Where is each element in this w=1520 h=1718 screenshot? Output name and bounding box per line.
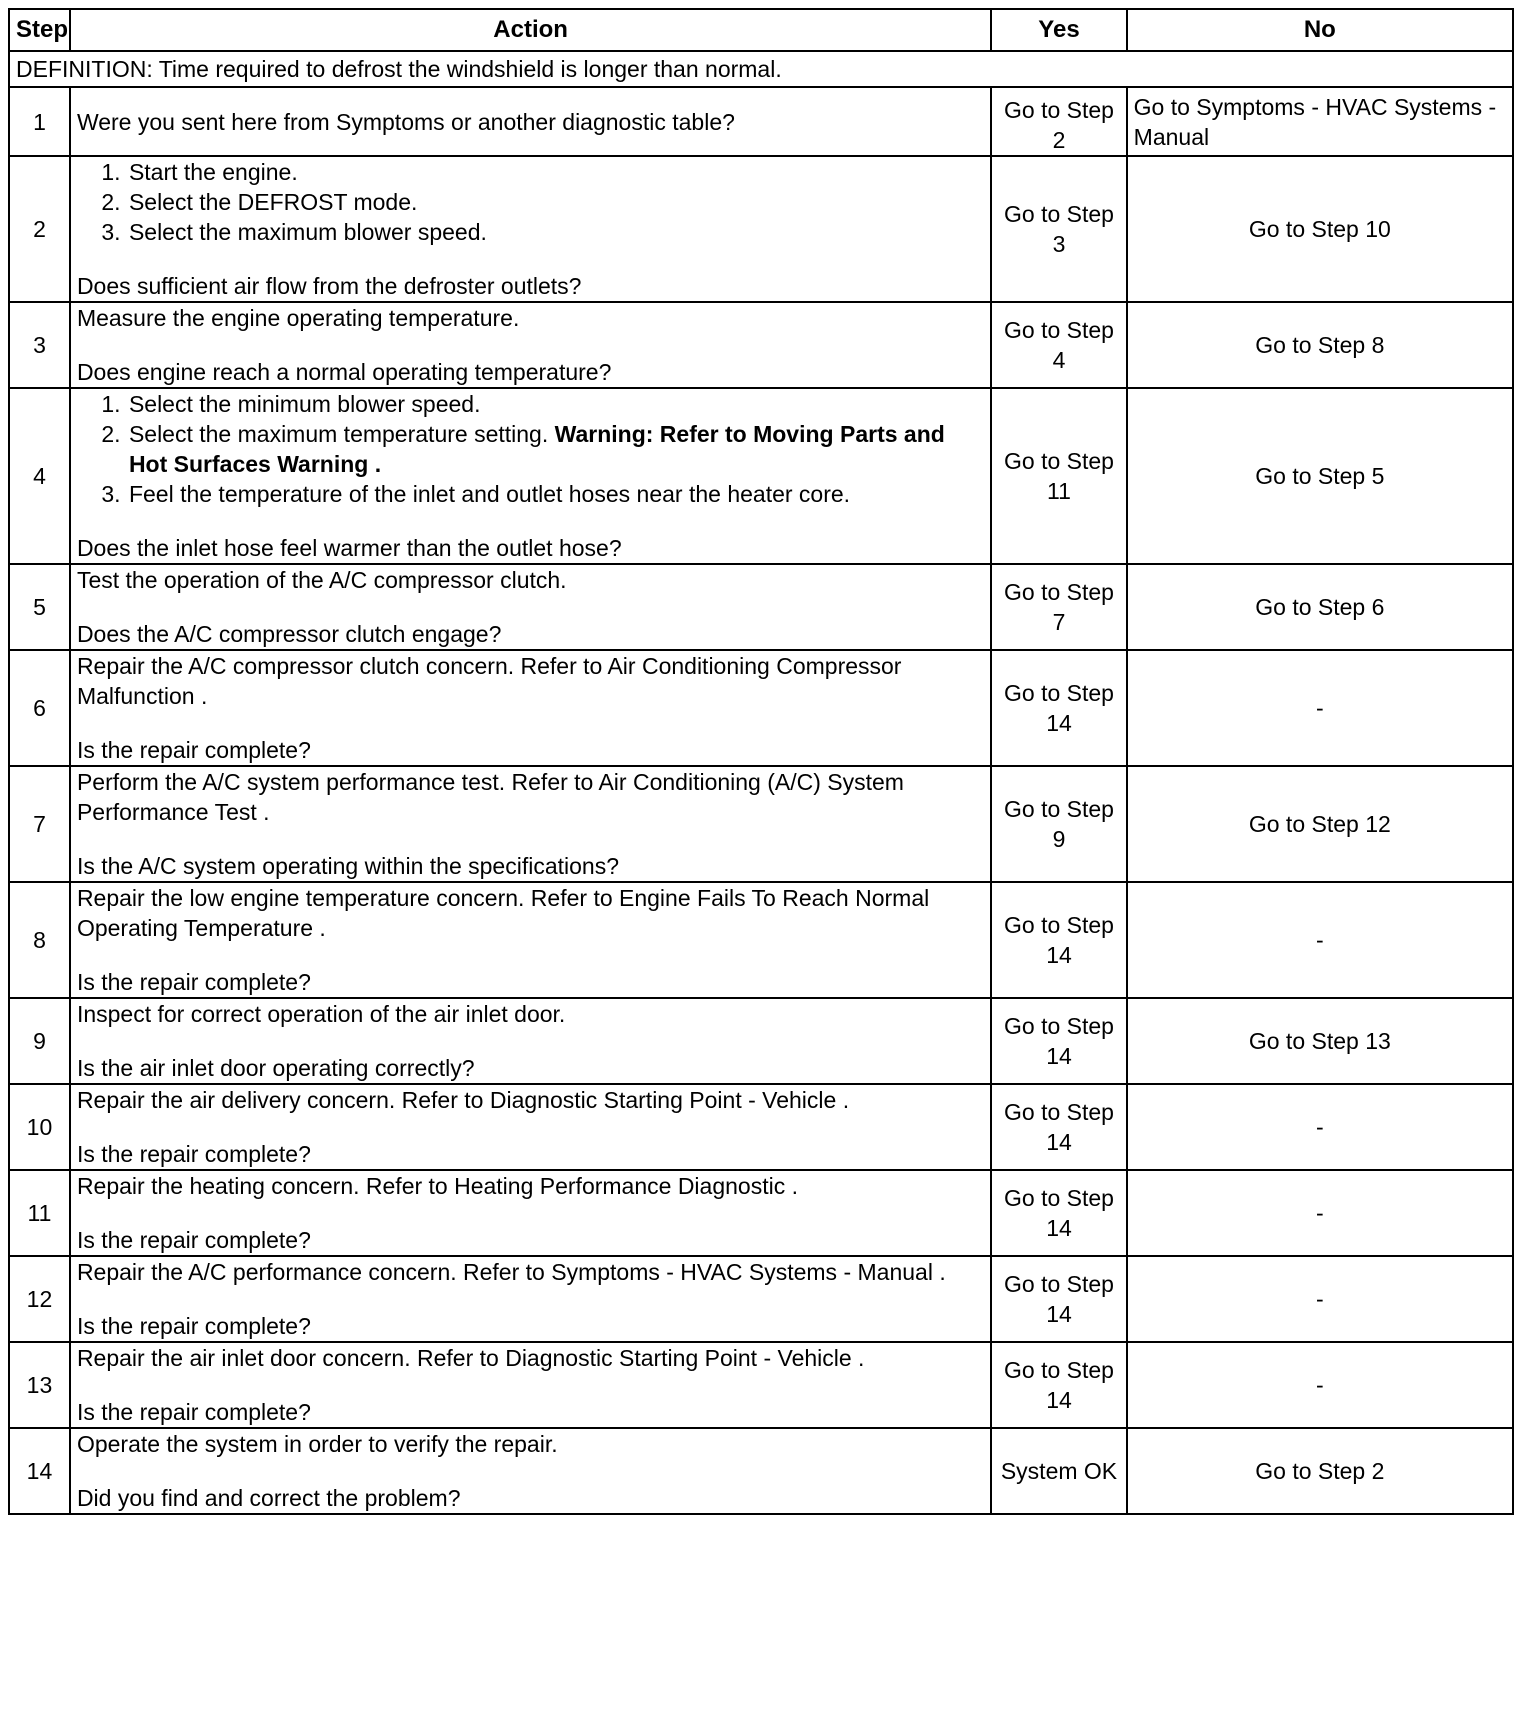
step-number: 4: [9, 388, 70, 564]
yes-outcome: Go to Step 9: [991, 766, 1126, 882]
table-row: [9, 766, 1513, 882]
action-question: Did you find and correct the problem?: [76, 1485, 461, 1511]
yes-outcome: Go to Step 4: [991, 302, 1126, 388]
action-cell: [70, 564, 991, 650]
table-row: [9, 998, 1513, 1084]
diagnostic-table: [8, 8, 1514, 1515]
action-text: Operate the system in order to verify the repair.: [76, 1431, 558, 1457]
no-outcome: Go to Step 8: [1127, 302, 1513, 388]
action-text: Repair the heating concern. Refer to Heating Performance Diagnostic .: [76, 1173, 798, 1199]
table-row: [9, 1170, 1513, 1256]
header-no: No: [1127, 9, 1513, 51]
spacer: [77, 943, 984, 967]
step-number: 5: [9, 564, 70, 650]
no-outcome: Go to Step 12: [1127, 766, 1513, 882]
step-number: 1: [9, 87, 70, 156]
step-number: 3: [9, 302, 70, 388]
table-row: [9, 882, 1513, 998]
action-step-text: Feel the temperature of the inlet and outlet hoses near the heater core.: [128, 481, 851, 507]
action-cell: [70, 1342, 991, 1428]
action-cell: [70, 156, 991, 302]
no-outcome: Go to Step 2: [1127, 1428, 1513, 1514]
action-question: Is the repair complete?: [76, 1313, 311, 1339]
no-outcome: Go to Step 13: [1127, 998, 1513, 1084]
table-row: [9, 87, 1513, 156]
step-number: 8: [9, 882, 70, 998]
spacer: [77, 711, 984, 735]
action-text: Were you sent here from Symptoms or another diagnostic table?: [76, 108, 735, 135]
action-question: Does the A/C compressor clutch engage?: [76, 621, 502, 647]
header-action: Action: [70, 9, 991, 51]
header-step: Step: [9, 9, 70, 51]
action-step-text: Start the engine.: [128, 159, 298, 185]
definition-text: DEFINITION: Time required to defrost the windshield is longer than normal.: [9, 51, 1513, 87]
step-number: 2: [9, 156, 70, 302]
spacer: [77, 1287, 984, 1311]
spacer: [77, 1373, 984, 1397]
step-number: 12: [9, 1256, 70, 1342]
table-row: [9, 156, 1513, 302]
action-step-item: [127, 157, 984, 187]
header-yes: Yes: [991, 9, 1126, 51]
action-question: Is the A/C system operating within the specifications?: [76, 853, 619, 879]
action-question: Is the repair complete?: [76, 1141, 311, 1167]
table-row: [9, 1256, 1513, 1342]
action-step-text: Select the maximum temperature setting.: [128, 421, 549, 447]
action-cell: [70, 87, 991, 156]
table-row: [9, 302, 1513, 388]
no-outcome: Go to Step 5: [1127, 388, 1513, 564]
table-row: [9, 388, 1513, 564]
action-text: Repair the air delivery concern. Refer to Diagnostic Starting Point - Vehicle .: [76, 1087, 850, 1113]
action-text: Perform the A/C system performance test. Refer to Air Conditioning (A/C) System Performance Test .: [76, 769, 904, 825]
action-text: Repair the A/C compressor clutch concern. Refer to Air Conditioning Compressor Malfunction .: [76, 653, 902, 709]
no-outcome: -: [1127, 1170, 1513, 1256]
yes-outcome: Go to Step 14: [991, 1342, 1126, 1428]
table-row: [9, 564, 1513, 650]
action-cell: [70, 766, 991, 882]
action-cell: [70, 882, 991, 998]
step-number: 11: [9, 1170, 70, 1256]
spacer: [77, 595, 984, 619]
yes-outcome: Go to Step 14: [991, 650, 1126, 766]
no-outcome: Go to Symptoms - HVAC Systems - Manual: [1127, 87, 1513, 156]
yes-outcome: Go to Step 14: [991, 998, 1126, 1084]
spacer: [77, 1029, 984, 1053]
step-number: 9: [9, 998, 70, 1084]
action-step-text: Select the minimum blower speed.: [128, 391, 481, 417]
no-outcome: -: [1127, 1342, 1513, 1428]
action-cell: [70, 1084, 991, 1170]
action-steps-list: [77, 389, 984, 509]
action-text: Repair the low engine temperature concern. Refer to Engine Fails To Reach Normal Operating Temperature .: [76, 885, 930, 941]
no-outcome: Go to Step 6: [1127, 564, 1513, 650]
action-cell: [70, 1170, 991, 1256]
action-question: Is the repair complete?: [76, 1227, 311, 1253]
spacer: [77, 827, 984, 851]
step-number: 10: [9, 1084, 70, 1170]
action-step-item: [127, 389, 984, 419]
action-text: Inspect for correct operation of the air inlet door.: [76, 1001, 566, 1027]
spacer: [77, 509, 984, 533]
step-number: 7: [9, 766, 70, 882]
action-question: Is the repair complete?: [76, 969, 311, 995]
yes-outcome: Go to Step 14: [991, 882, 1126, 998]
yes-outcome: Go to Step 14: [991, 1256, 1126, 1342]
action-cell: [70, 1256, 991, 1342]
action-question: Is the repair complete?: [76, 1399, 311, 1425]
action-step-item: [127, 187, 984, 217]
step-number: 13: [9, 1342, 70, 1428]
action-question: Does the inlet hose feel warmer than the outlet hose?: [76, 535, 622, 561]
spacer: [77, 1201, 984, 1225]
action-step-text: Select the DEFROST mode.: [128, 189, 418, 215]
action-text: Measure the engine operating temperature.: [76, 305, 520, 331]
no-outcome: -: [1127, 882, 1513, 998]
action-cell: [70, 998, 991, 1084]
action-cell: [70, 388, 991, 564]
action-step-item: [127, 217, 984, 247]
table-row: [9, 1428, 1513, 1514]
yes-outcome: Go to Step 14: [991, 1170, 1126, 1256]
spacer: [77, 1459, 984, 1483]
spacer: [77, 333, 984, 357]
table-row: [9, 650, 1513, 766]
action-cell: [70, 1428, 991, 1514]
action-question: Is the air inlet door operating correctly?: [76, 1055, 475, 1081]
action-text: Repair the air inlet door concern. Refer to Diagnostic Starting Point - Vehicle .: [76, 1345, 865, 1371]
yes-outcome: Go to Step 3: [991, 156, 1126, 302]
definition-row: [9, 51, 1513, 87]
spacer: [77, 1115, 984, 1139]
action-text: Test the operation of the A/C compressor clutch.: [76, 567, 567, 593]
no-outcome: -: [1127, 1256, 1513, 1342]
action-step-item: [127, 419, 984, 479]
no-outcome: Go to Step 10: [1127, 156, 1513, 302]
header-row: [9, 9, 1513, 51]
yes-outcome: Go to Step 11: [991, 388, 1126, 564]
action-text: Repair the A/C performance concern. Refer to Symptoms - HVAC Systems - Manual .: [76, 1259, 946, 1285]
step-number: 14: [9, 1428, 70, 1514]
step-number: 6: [9, 650, 70, 766]
no-outcome: -: [1127, 650, 1513, 766]
yes-outcome: System OK: [991, 1428, 1126, 1514]
action-steps-list: [77, 157, 984, 247]
action-cell: [70, 650, 991, 766]
spacer: [77, 247, 984, 271]
yes-outcome: Go to Step 7: [991, 564, 1126, 650]
table-row: [9, 1342, 1513, 1428]
action-cell: [70, 302, 991, 388]
table-row: [9, 1084, 1513, 1170]
action-step-text: Select the maximum blower speed.: [128, 219, 487, 245]
action-question: Is the repair complete?: [76, 737, 311, 763]
diagnostic-table-container: [8, 8, 1514, 1515]
action-step-item: [127, 479, 984, 509]
yes-outcome: Go to Step 2: [991, 87, 1126, 156]
warning-text: Warning: Refer to Moving Parts and Hot Surfaces Warning .: [128, 421, 945, 477]
yes-outcome: Go to Step 14: [991, 1084, 1126, 1170]
action-question: Does engine reach a normal operating temperature?: [76, 359, 612, 385]
no-outcome: -: [1127, 1084, 1513, 1170]
action-question: Does sufficient air flow from the defroster outlets?: [76, 273, 582, 299]
